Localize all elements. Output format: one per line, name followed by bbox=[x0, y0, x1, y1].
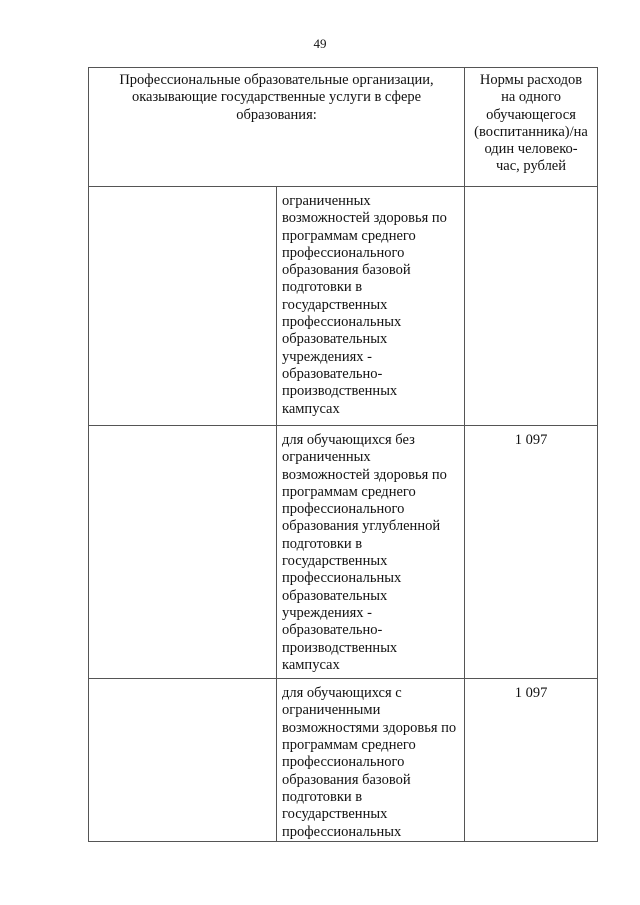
description-line: государственных bbox=[282, 553, 388, 570]
description-line: подготовки в bbox=[282, 535, 363, 552]
header-line: час, рублей bbox=[496, 158, 566, 175]
page-number: 49 bbox=[313, 36, 327, 51]
description-line: ограниченных bbox=[282, 449, 371, 466]
description-line: кампусах bbox=[282, 656, 340, 673]
description-line: профессиональных bbox=[282, 823, 402, 840]
description-line: государственных bbox=[282, 296, 388, 313]
header-line: на одного bbox=[501, 89, 561, 106]
description-line: профессиональных bbox=[282, 570, 402, 587]
organization-cell bbox=[89, 679, 277, 842]
description-line: образовательно- bbox=[282, 622, 383, 639]
description-line: возможностями здоровья по bbox=[282, 719, 457, 736]
description-line: образования базовой bbox=[282, 262, 411, 279]
description-line: учреждениях - bbox=[282, 604, 372, 621]
table-row bbox=[89, 679, 598, 842]
header-line: оказывающие государственные услуги в сфере bbox=[131, 89, 422, 106]
description-line: кампусах bbox=[282, 400, 340, 417]
rate-cell: 1 097 bbox=[465, 679, 598, 842]
description-cell bbox=[277, 187, 465, 426]
organizations-header bbox=[89, 68, 465, 187]
description-line: государственных bbox=[282, 806, 388, 823]
description-line: профессионального bbox=[282, 501, 405, 518]
description-line: образования базовой bbox=[282, 771, 411, 788]
description-line: производственных bbox=[282, 383, 398, 400]
header-line: (воспитанника)/на bbox=[474, 123, 588, 140]
header-line: Нормы расходов bbox=[479, 72, 583, 88]
norms-header bbox=[465, 68, 598, 187]
description-line: производственных bbox=[282, 639, 398, 656]
rate-cell bbox=[465, 187, 598, 426]
description-line: подготовки в bbox=[282, 788, 363, 805]
table-row bbox=[89, 426, 598, 679]
description-line: образовательных bbox=[282, 587, 388, 604]
table-row bbox=[89, 187, 598, 426]
description-line: образовательных bbox=[282, 331, 388, 348]
description-line: образовательно- bbox=[282, 365, 383, 382]
table-header-row bbox=[89, 68, 598, 187]
description-line: учреждениях - bbox=[282, 348, 372, 365]
header-line: один человеко- bbox=[484, 141, 578, 158]
header-line: Профессиональные образовательные организации, bbox=[119, 72, 434, 88]
description-line: для обучающихся с bbox=[282, 685, 402, 702]
description-cell bbox=[277, 679, 465, 842]
organization-cell bbox=[89, 426, 277, 679]
norms-table bbox=[88, 67, 598, 842]
description-line: возможностей здоровья по bbox=[282, 210, 447, 227]
description-line: профессионального bbox=[282, 754, 405, 771]
description-line: программам среднего bbox=[282, 227, 416, 244]
description-line: программам среднего bbox=[282, 483, 416, 500]
organization-cell bbox=[89, 187, 277, 426]
description-cell bbox=[277, 426, 465, 679]
description-line: образования углубленной bbox=[282, 518, 441, 535]
header-line: образования: bbox=[236, 106, 317, 123]
description-line: для обучающихся без bbox=[282, 432, 415, 448]
description-line: профессиональных bbox=[282, 314, 402, 331]
description-line: программам среднего bbox=[282, 737, 416, 754]
header-line: обучающегося bbox=[486, 106, 576, 123]
rate-cell: 1 097 bbox=[465, 426, 598, 679]
description-line: возможностей здоровья по bbox=[282, 466, 447, 483]
description-line: подготовки в bbox=[282, 279, 363, 296]
description-line: ограниченных bbox=[282, 193, 371, 209]
description-line: ограниченными bbox=[282, 702, 381, 719]
description-line: профессионального bbox=[282, 244, 405, 261]
